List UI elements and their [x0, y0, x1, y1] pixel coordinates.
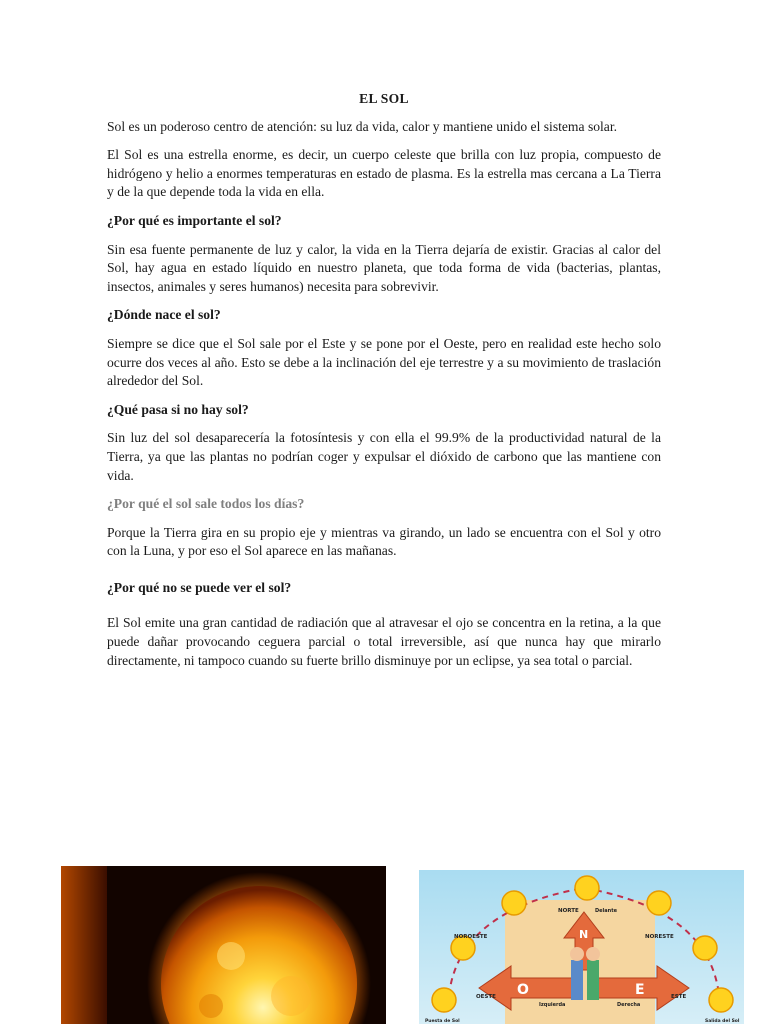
- sun-photo: [61, 866, 386, 1024]
- intro-paragraph-1: Sol es un poderoso centro de atención: su luz da vida, calor y mantiene unido el sistema solar.: [107, 118, 618, 134]
- document-page: [107, 90, 661, 680]
- section-body-origin: Siempre se dice que el Sol sale por el Este y se pone por el Oeste, pero en realidad este hecho solo ocurre dos veces al año. Esto se debe a la inclinación del eje terrestre y a su movimiento de traslación alrededor del Sol.: [107, 335, 661, 389]
- section-heading-origin: ¿Dónde nace el sol?: [107, 307, 221, 323]
- section-body-daily: Porque la Tierra gira en su propio eje y mientras va girando, un lado se encuentra con el Sol y otro con la Luna, y por eso el Sol aparece en las mañanas.: [107, 524, 661, 559]
- label-oeste: OESTE: [476, 994, 496, 1000]
- section-heading-daily: ¿Por qué el sol sale todos los días?: [107, 496, 305, 512]
- label-salida-sol: Salida del Sol: [705, 1019, 740, 1024]
- label-letter-o: O: [517, 982, 529, 998]
- section-heading-importance: ¿Por qué es importante el sol?: [107, 212, 282, 228]
- section-body-cannot-see: El Sol emite una gran cantidad de radiación que al atravesar el ojo se concentra en la retina, a la que puede dañar provocando ceguera parcial o total irreversible, así que nunca hay que mirarlo directamente, ni tampoco cuando su fuerte brillo disminuye por un eclipse, ya sea total o parcial.: [107, 615, 661, 668]
- label-letter-e: E: [635, 982, 645, 998]
- section-heading-cannot-see: ¿Por qué no se puede ver el sol?: [107, 579, 292, 595]
- label-delante: Delante: [595, 908, 617, 914]
- label-derecha: Derecha: [617, 1002, 641, 1008]
- label-noreste: NORESTE: [645, 934, 674, 940]
- intro-paragraph-2: El Sol es una estrella enorme, es decir, un cuerpo celeste que brilla con luz propia, compuesto de hidrógeno y helio a enormes temperaturas en estado de plasma. Es la estrella mas cercana a La Tierra y de la que depende toda la vida en ella.: [107, 147, 661, 200]
- label-letter-n: N: [579, 928, 589, 941]
- label-norte: NORTE: [558, 908, 579, 914]
- label-puesta-sol: Puesta de Sol: [425, 1019, 460, 1024]
- cardinal-directions-diagram: [419, 870, 744, 1024]
- section-body-importance: Sin esa fuente permanente de luz y calor, la vida en la Tierra dejaría de existir. Gracias al calor del Sol, hay agua en estado líquido en nuestro planeta, que toda forma de vida (bacterias, plantas, insectos, animales y seres humanos) necesita para sobrevivir.: [107, 241, 661, 294]
- label-este: ESTE: [671, 994, 687, 1000]
- label-noroeste: NOROESTE: [454, 934, 488, 940]
- document-title: EL SOL: [359, 91, 409, 106]
- label-izquierda: Izquierda: [539, 1002, 566, 1008]
- section-heading-no-sun: ¿Qué pasa si no hay sol?: [107, 401, 249, 417]
- section-body-no-sun: Sin luz del sol desaparecería la fotosíntesis y con ella el 99.9% de la productividad natural de la Tierra, ya que las plantas no podrían coger y expulsar el dióxido de carbono que las mantiene con vida.: [107, 430, 661, 483]
